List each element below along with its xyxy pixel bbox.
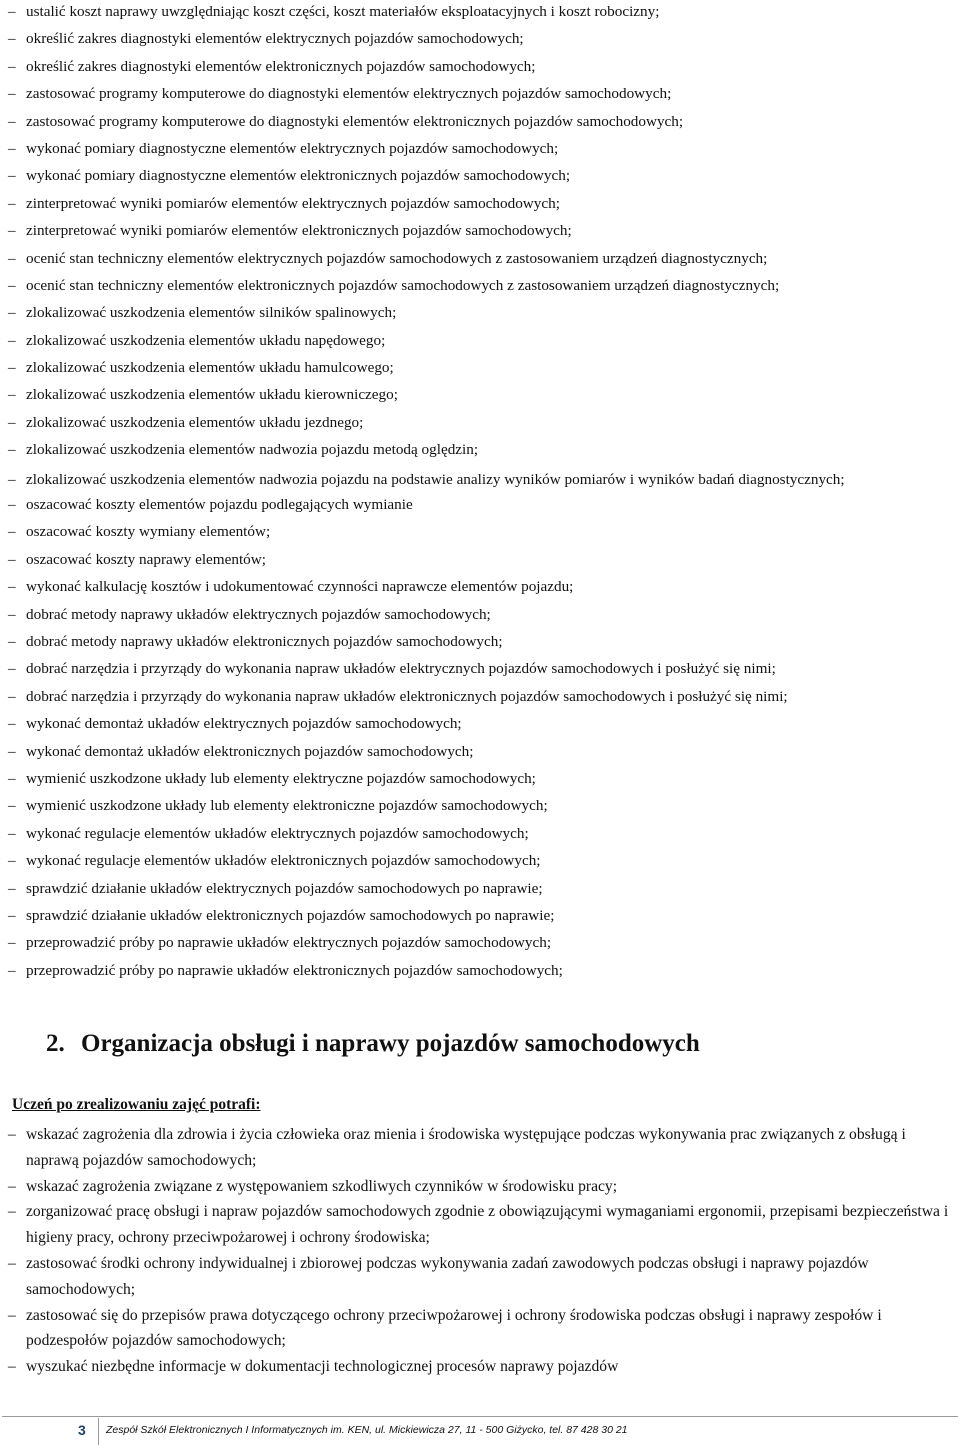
list-item-text: wykonać pomiary diagnostyczne elementów elektronicznych pojazdów samochodowych; (26, 167, 571, 185)
list-item (0, 192, 960, 219)
list-item-text: wykonać demontaż układów elektronicznych pojazdów samochodowych; (26, 742, 474, 760)
list-item-text: oszacować koszty naprawy elementów; (26, 550, 266, 568)
list-item-text: dobrać metody naprawy układów elektronicznych pojazdów samochodowych; (26, 633, 503, 650)
page-footer (0, 1416, 960, 1445)
dash-bullet: – (8, 852, 16, 870)
list-item-text: wymienić uszkodzone układy lub elementy elektryczne pojazdów samochodowych; (26, 769, 536, 787)
dash-bullet: – (8, 578, 16, 596)
list-item (0, 301, 960, 328)
list-item (0, 27, 960, 54)
list-item-text: ustalić koszt naprawy uwzględniając koszt części, koszt materiałów eksploatacyjnych i koszt robocizny; (26, 3, 660, 20)
list-item-text: wykonać demontaż układów elektrycznych pojazdów samochodowych; (26, 715, 462, 733)
list-item (0, 1354, 960, 1380)
list-item-text: zlokalizować uszkodzenia elementów nadwozia pojazdu metodą oględzin; (26, 441, 479, 459)
dash-bullet: – (8, 57, 16, 75)
dash-bullet: – (8, 660, 16, 678)
list-item-text: zlokalizować uszkodzenia elementów układu hamulcowego; (26, 359, 394, 377)
list-item-text: zlokalizować uszkodzenia elementów układu kierowniczego; (26, 386, 398, 404)
list-item-text: wykonać regulacje elementów układów elektronicznych pojazdów samochodowych; (26, 852, 541, 870)
list-item (0, 0, 960, 27)
dash-bullet: – (8, 824, 16, 842)
list-item-text: oszacować koszty elementów pojazdu podlegających wymianie (26, 496, 413, 514)
page-number: 3 (78, 1422, 86, 1438)
dash-bullet: – (8, 1203, 16, 1221)
section-skills-list (0, 1122, 960, 1380)
list-item-text: zlokalizować uszkodzenia elementów układu jezdnego; (26, 413, 364, 431)
list-item (0, 383, 960, 410)
list-item-text: zinterpretować wyniki pomiarów elementów elektrycznych pojazdów samochodowych; (26, 194, 560, 212)
dash-bullet: – (8, 85, 16, 103)
dash-bullet: – (8, 934, 16, 952)
dash-bullet: – (8, 386, 16, 404)
dash-bullet: – (8, 359, 16, 377)
dash-bullet: – (8, 194, 16, 212)
section-title: Organizacja obsługi i naprawy pojazdów samochodowych (81, 1030, 700, 1057)
list-item (0, 219, 960, 246)
list-item (0, 904, 960, 931)
list-item (0, 630, 960, 657)
list-item (0, 82, 960, 109)
list-item (0, 548, 960, 575)
list-item (0, 767, 960, 794)
dash-bullet: – (8, 112, 16, 130)
dash-bullet: – (8, 605, 16, 623)
list-item-text: wykonać regulacje elementów układów elektrycznych pojazdów samochodowych; (26, 824, 529, 842)
list-item-text: zlokalizować uszkodzenia elementów układu napędowego; (26, 331, 386, 349)
list-item (0, 493, 960, 520)
list-item-text: wykonać kalkulację kosztów i udokumentować czynności naprawcze elementów pojazdu; (26, 578, 574, 596)
list-item-text: wskazać zagrożenia związane z występowaniem szkodliwych czynników w środowisku pracy; (26, 1177, 618, 1195)
list-item (0, 657, 960, 684)
list-item-text: wymienić uszkodzone układy lub elementy elektroniczne pojazdów samochodowych; (26, 797, 548, 815)
list-item-text: wyszukać niezbędne informacje w dokumentacji technologicznej procesów naprawy pojazdów (26, 1358, 619, 1376)
footer-school-info: Zespół Szkół Elektronicznych I Informatycznych im. KEN, ul. Mickiewicza 27, 11 - 500 Giżycko, tel. 87 428 30 21 (106, 1424, 628, 1436)
list-item (0, 877, 960, 904)
list-item (0, 849, 960, 876)
dash-bullet: – (8, 769, 16, 787)
list-item-text: ocenić stan techniczny elementów elektronicznych pojazdów samochodowych z zastosowaniem urządzeń diagnostycznych; (26, 276, 780, 294)
dash-bullet: – (8, 3, 16, 20)
dash-bullet: – (8, 1358, 16, 1376)
list-item-text: zinterpretować wyniki pomiarów elementów elektronicznych pojazdów samochodowych; (26, 222, 572, 240)
list-item (0, 1251, 960, 1303)
list-item (0, 55, 960, 82)
dash-bullet: – (8, 906, 16, 924)
list-item (0, 1122, 960, 1174)
list-item (0, 1199, 960, 1251)
list-item (0, 712, 960, 739)
list-item (0, 685, 960, 712)
list-item (0, 247, 960, 274)
list-item-text: dobrać narzędzia i przyrządy do wykonania napraw układów elektrycznych pojazdów samochodowych i posłużyć się nimi; (26, 660, 776, 678)
list-item (0, 1303, 960, 1355)
list-item (0, 520, 960, 547)
dash-bullet: – (8, 222, 16, 240)
list-item (0, 438, 960, 465)
list-item (0, 959, 960, 986)
list-item (0, 575, 960, 602)
section-intro: Uczeń po zrealizowaniu zajęć potrafi: (12, 1096, 261, 1113)
list-item-text: sprawdzić działanie układów elektrycznych pojazdów samochodowych po naprawie; (26, 879, 543, 897)
dash-bullet: – (8, 742, 16, 760)
list-item-text: zastosować programy komputerowe do diagnostyki elementów elektronicznych pojazdów samochodowych; (26, 112, 684, 130)
list-item (0, 411, 960, 438)
list-item (0, 794, 960, 821)
dash-bullet: – (8, 879, 16, 897)
list-item (0, 110, 960, 137)
list-item-text: wykonać pomiary diagnostyczne elementów elektrycznych pojazdów samochodowych; (26, 139, 559, 157)
list-item-text: określić zakres diagnostyki elementów elektrycznych pojazdów samochodowych; (26, 30, 524, 48)
list-item (0, 137, 960, 164)
section-heading (46, 1030, 700, 1058)
list-item (0, 466, 960, 493)
section-number: 2. (46, 1030, 65, 1057)
dash-bullet: – (8, 715, 16, 733)
list-item-text: dobrać metody naprawy układów elektrycznych pojazdów samochodowych; (26, 605, 491, 623)
list-item-text: określić zakres diagnostyki elementów elektronicznych pojazdów samochodowych; (26, 57, 536, 75)
dash-bullet: – (8, 331, 16, 349)
list-item-text: sprawdzić działanie układów elektronicznych pojazdów samochodowych po naprawie; (26, 906, 555, 924)
dash-bullet: – (8, 687, 16, 705)
list-item-text: zastosować się do przepisów prawa dotyczącego ochrony przeciwpożarowej i ochrony środowiska podczas obsługi i naprawy zespołów i podzespołów pojazdów samochodowych; (26, 1306, 882, 1350)
dash-bullet: – (8, 496, 16, 514)
list-item-text: zorganizować pracę obsługi i napraw pojazdów samochodowych zgodnie z obowiązującymi wymaganiami ergonomii, przepisami bezpieczeństwa i higieny pracy, ochrony przeciwpożarowej i ochrony środowiska; (26, 1203, 949, 1247)
list-item (0, 822, 960, 849)
dash-bullet: – (8, 470, 16, 488)
dash-bullet: – (8, 249, 16, 267)
list-item (0, 164, 960, 191)
list-item (0, 1174, 960, 1200)
dash-bullet: – (8, 1126, 16, 1143)
dash-bullet: – (8, 276, 16, 294)
footer-rule (2, 1416, 958, 1417)
list-item (0, 931, 960, 958)
dash-bullet: – (8, 167, 16, 185)
list-item-text: przeprowadzić próby po naprawie układów elektronicznych pojazdów samochodowych; (26, 961, 563, 979)
dash-bullet: – (8, 1254, 16, 1272)
dash-bullet: – (8, 441, 16, 459)
list-item-text: oszacować koszty wymiany elementów; (26, 523, 271, 541)
list-item-text: zlokalizować uszkodzenia elementów silników spalinowych; (26, 304, 397, 322)
list-item-text: dobrać narzędzia i przyrządy do wykonania napraw układów elektronicznych pojazdów samochodowych i posłużyć się nimi; (26, 687, 788, 705)
dash-bullet: – (8, 139, 16, 157)
dash-bullet: – (8, 413, 16, 431)
dash-bullet: – (8, 961, 16, 979)
footer-separator (98, 1418, 99, 1445)
list-item-text: zastosować środki ochrony indywidualnej i zbiorowej podczas wykonywania zadań zawodowych podczas obsługi i naprawy pojazdów samochodowych; (26, 1254, 869, 1298)
list-item (0, 603, 960, 630)
list-item (0, 740, 960, 767)
list-item (0, 329, 960, 356)
list-item-text: przeprowadzić próby po naprawie układów elektrycznych pojazdów samochodowych; (26, 934, 552, 952)
list-item (0, 356, 960, 383)
dash-bullet: – (8, 1177, 16, 1195)
list-item (0, 274, 960, 301)
dash-bullet: – (8, 1306, 16, 1324)
dash-bullet: – (8, 304, 16, 322)
dash-bullet: – (8, 523, 16, 541)
dash-bullet: – (8, 633, 16, 650)
list-item-text: wskazać zagrożenia dla zdrowia i życia człowieka oraz mienia i środowiska występujące podczas wykonywania prac związanych z obsługą i naprawą pojazdów samochodowych; (26, 1126, 906, 1169)
list-item-text: ocenić stan techniczny elementów elektrycznych pojazdów samochodowych z zastosowaniem urządzeń diagnostycznych; (26, 249, 768, 267)
list-item-text: zlokalizować uszkodzenia elementów nadwozia pojazdu na podstawie analizy wyników pomiarów i wyników badań diagnostycznych; (26, 470, 845, 488)
list-item-text: zastosować programy komputerowe do diagnostyki elementów elektrycznych pojazdów samochodowych; (26, 85, 672, 103)
dash-bullet: – (8, 30, 16, 48)
dash-bullet: – (8, 550, 16, 568)
dash-bullet: – (8, 797, 16, 815)
